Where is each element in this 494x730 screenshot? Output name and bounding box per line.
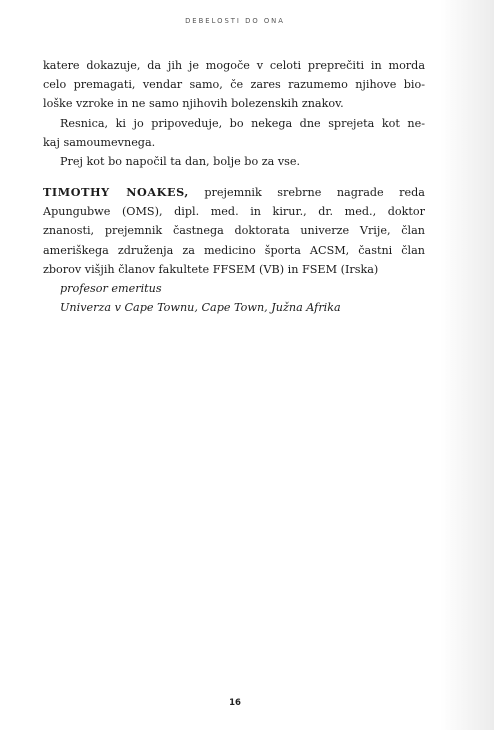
signature-line-1-rest: prejemnik srebrne nagrade reda bbox=[188, 186, 425, 199]
signature-line-3: znanosti, prejemnik častnega doktorata univerze Vrije, član bbox=[43, 224, 425, 238]
running-head: DEBELOSTI DO ONA bbox=[185, 17, 285, 25]
paragraph-1 bbox=[43, 56, 425, 114]
signature-line-4: ameriškega združenja za medicino športa ACSM, častni član bbox=[43, 243, 425, 257]
paragraph-1-line-2: celo premagati, vendar samo, če zares razumemo njihove bio- bbox=[43, 78, 425, 92]
paragraph-3-line-1: Prej kot bo napočil ta dan, bolje bo za vse. bbox=[60, 155, 301, 169]
page-number: 16 bbox=[229, 698, 241, 708]
paragraph-3 bbox=[43, 152, 425, 171]
body-text bbox=[43, 56, 425, 171]
paragraph-2-line-2: kaj samoumevnega. bbox=[43, 135, 156, 149]
paragraph-2 bbox=[43, 114, 425, 152]
paragraph-1-line-3: loške vzroke in ne samo njihovih bolezenskih znakov. bbox=[43, 97, 344, 111]
signature-block bbox=[43, 183, 425, 317]
signature-line-5: zborov višjih članov fakultete FFSEM (VB) in FSEM (Irska) bbox=[43, 262, 379, 276]
signature-affiliation: Univerza v Cape Townu, Cape Town, Južna Afrika bbox=[60, 301, 341, 315]
paragraph-1-line-1: katere dokazuje, da jih je mogoče v celoti preprečiti in morda bbox=[43, 59, 425, 72]
paragraph-2-line-1: Resnica, ki jo pripoveduje, bo nekega dne sprejeta kot ne- bbox=[60, 116, 425, 130]
signature-role: profesor emeritus bbox=[60, 282, 162, 296]
signature-name: TIMOTHY NOAKES, bbox=[43, 185, 189, 199]
signature-line-2: Apungubwe (OMS), dipl. med. in kirur., dr. med., doktor bbox=[43, 205, 425, 219]
signature-line-1 bbox=[43, 183, 425, 202]
